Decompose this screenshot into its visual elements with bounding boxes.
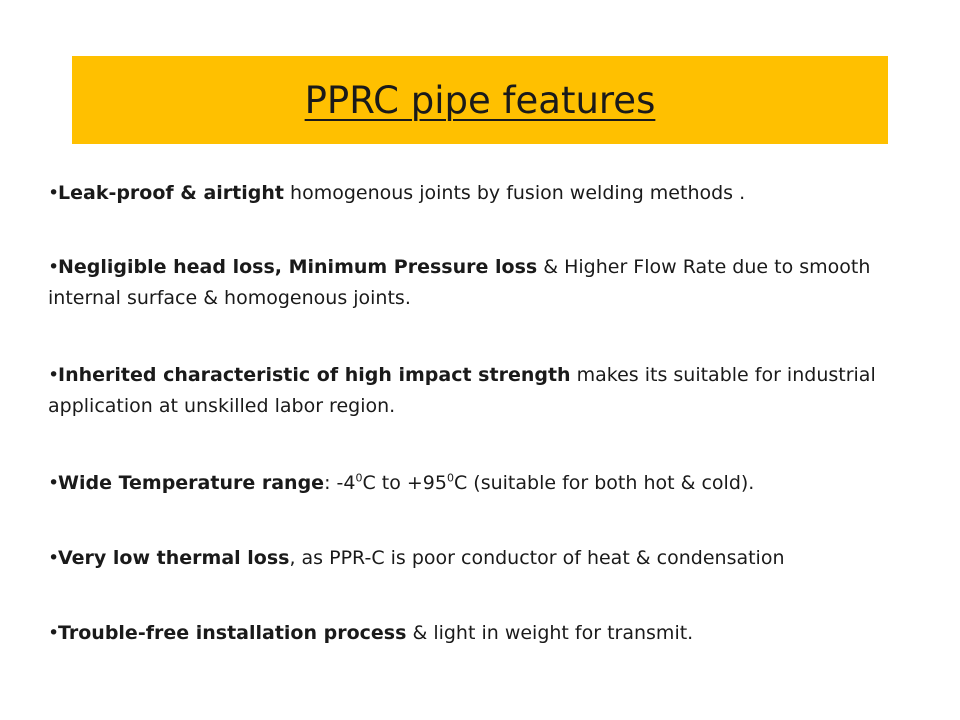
- title-bar: [72, 56, 888, 144]
- bullet-text: & light in weight for transmit.: [406, 622, 694, 644]
- bullet-dot-icon: •: [48, 622, 60, 644]
- bullet-text: C to +95: [362, 472, 447, 494]
- bullet-item-head-loss: [48, 252, 898, 314]
- bullet-text: C (suitable for both hot & cold).: [453, 472, 755, 494]
- bullet-bold-text: Negligible head loss, Minimum Pressure loss: [58, 256, 538, 278]
- bullet-bold-text: Leak-proof & airtight: [58, 182, 284, 204]
- bullet-dot-icon: •: [48, 364, 60, 386]
- bullet-text: , as PPR-C is poor conductor of heat & condensation: [289, 547, 785, 569]
- bullet-text: : -4: [324, 472, 356, 494]
- bullet-item-leak-proof: [48, 178, 898, 209]
- bullet-bold-text: Inherited characteristic of high impact strength: [58, 364, 571, 386]
- bullet-dot-icon: •: [48, 256, 60, 278]
- bullet-item-installation: [48, 618, 898, 649]
- bullet-bold-text: Very low thermal loss: [58, 547, 290, 569]
- bullet-dot-icon: •: [48, 547, 60, 569]
- bullet-text: makes its suitable for industrial application at unskilled labor region.: [48, 364, 876, 417]
- bullet-item-impact-strength: [48, 360, 898, 422]
- bullet-bold-text: Wide Temperature range: [58, 472, 325, 494]
- bullet-item-temperature-range: [48, 468, 898, 499]
- bullet-dot-icon: •: [48, 472, 60, 494]
- degree-superscript: 0: [446, 471, 454, 485]
- bullet-text: & Higher Flow Rate due to smooth internal surface & homogenous joints.: [48, 256, 871, 309]
- bullet-text: homogenous joints by fusion welding methods .: [284, 182, 746, 204]
- degree-superscript: 0: [355, 471, 363, 485]
- slide-title: PPRC pipe features: [304, 78, 656, 122]
- bullet-dot-icon: •: [48, 182, 60, 204]
- bullet-bold-text: Trouble-free installation process: [58, 622, 407, 644]
- bullet-item-thermal-loss: [48, 543, 898, 574]
